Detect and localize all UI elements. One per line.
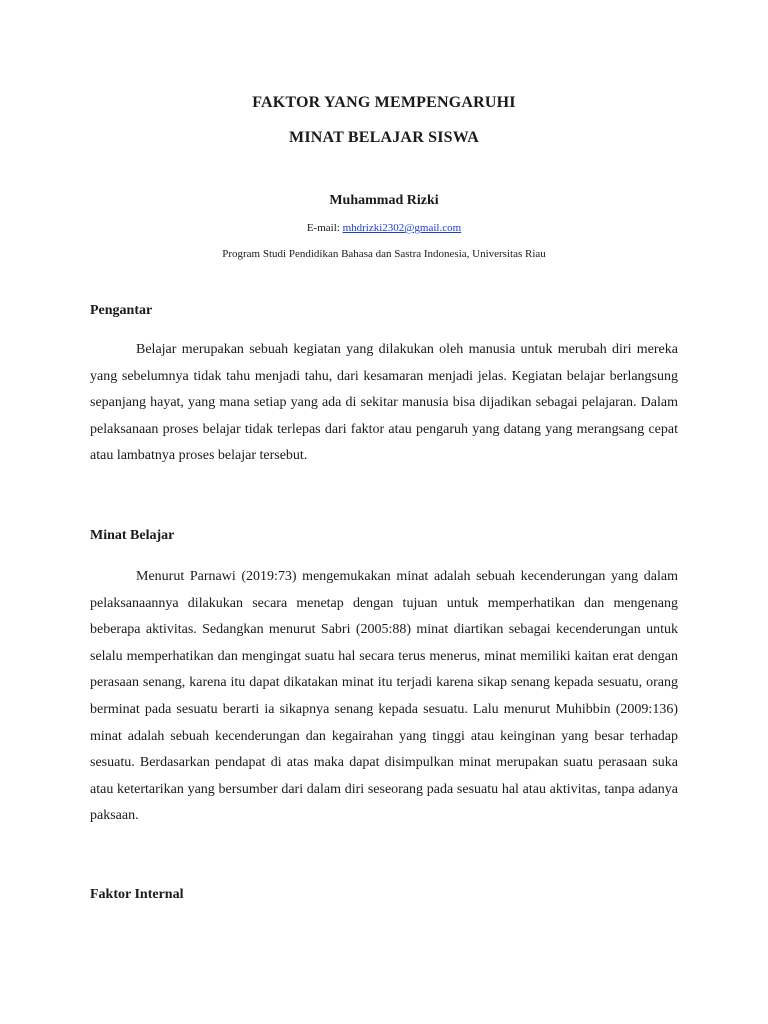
heading-faktor-internal: Faktor Internal [90, 887, 184, 902]
author-affiliation: Program Studi Pendidikan Bahasa dan Sastra Indonesia, Universitas Riau [222, 248, 546, 260]
author-name: Muhammad Rizki [329, 193, 439, 208]
heading-minat-belajar: Minat Belajar [90, 528, 175, 543]
email-link[interactable]: mhdrizki2302@gmail.com [342, 222, 462, 234]
paragraph-minat-belajar: Menurut Parnawi (2019:73) mengemukakan minat adalah sebuah kecenderungan yang dalam pelaksanaannya dilakukan secara menetap dengan tujuan untuk memperhatikan dan mengenang beberapa aktivitas. Sedangkan menurut Sabri (2005:88) minat diartikan sebagai kecenderungan untuk selalu memperhatikan dan mengingat suatu hal secara terus menerus, minat memiliki kaitan erat dengan perasaan senang, karena itu dapat dikatakan minat itu terjadi karena sikap senang kepada sesuatu, orang berminat pada sesuatu berarti ia sikapnya senang kepada sesuatu. Lalu menurut Muhibbin (2009:136) minat adalah sebuah kecenderungan dan kegairahan yang tinggi atau keinginan yang besar terhadap sesuatu. Berdasarkan pendapat di atas maka dapat disimpulkan minat merupakan suatu perasaan suka atau ketertarikan yang bersumber dari dalam diri seseorang pada sesuatu hal atau aktivitas, tanpa adanya paksaan. [90, 569, 678, 824]
title-line-1: FAKTOR YANG MEMPENGARUHI [252, 94, 516, 111]
heading-pengantar: Pengantar [90, 303, 153, 318]
email-label: E-mail: [306, 222, 343, 234]
title-line-2: MINAT BELAJAR SISWA [289, 129, 479, 146]
author-email-line [0, 222, 768, 234]
paragraph-pengantar: Belajar merupakan sebuah kegiatan yang dilakukan oleh manusia untuk merubah diri mereka yang sebelumnya tidak tahu menjadi tahu, dari kesamaran menjadi jelas. Kegiatan belajar berlangsung sepanjang hayat, yang mana setiap yang ada di sekitar manusia bisa dijadikan sebagai pelajaran. Dalam pelaksanaan proses belajar tidak terlepas dari faktor atau pengaruh yang datang yang merangsang cepat atau lambatnya proses belajar tersebut. [90, 342, 678, 464]
